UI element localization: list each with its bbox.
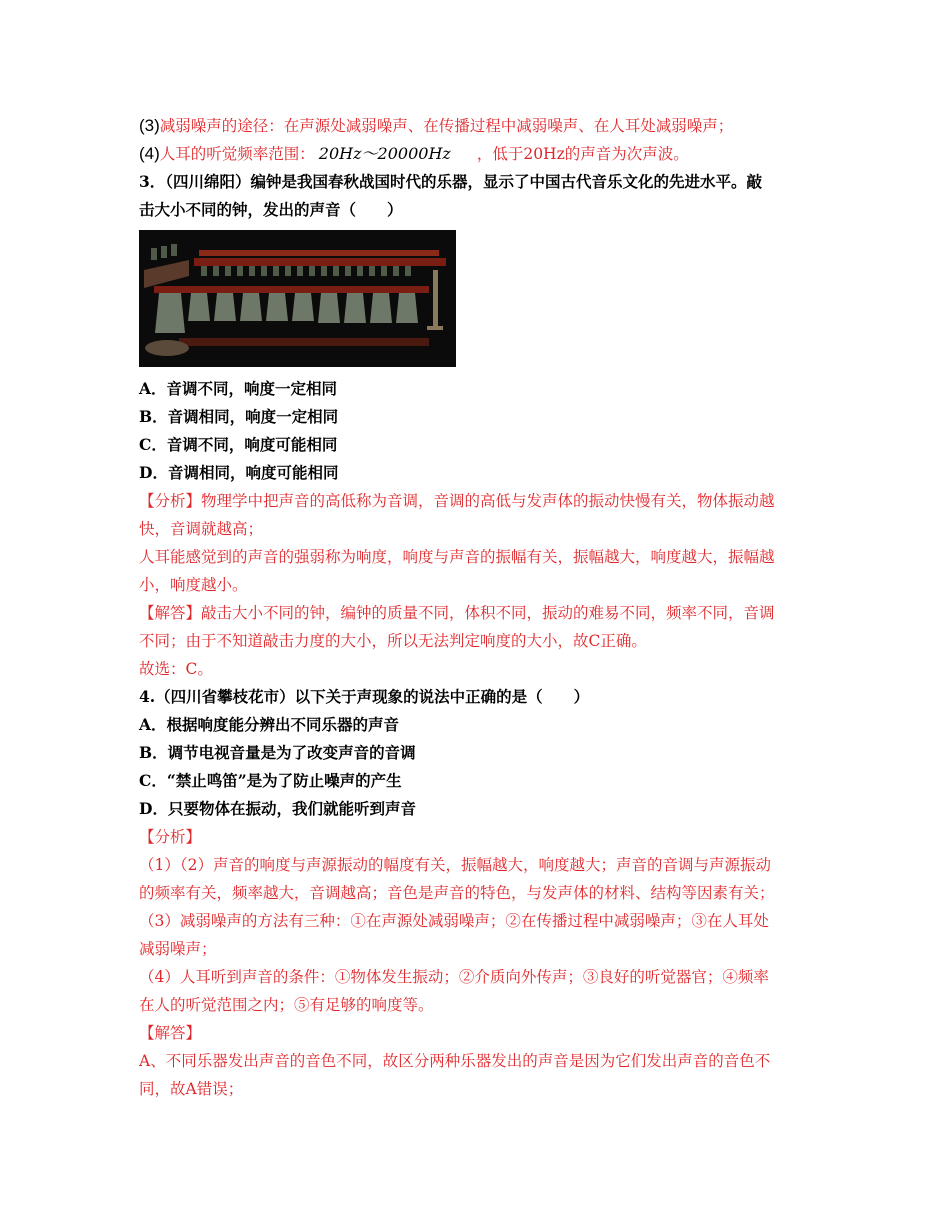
q4-analysis-line4: 减弱噪声； bbox=[139, 940, 217, 958]
q3-answer-line1: 【解答】敲击大小不同的钟，编钟的质量不同，体积不同，振动的难易不同，频率不同，音调 bbox=[139, 604, 775, 622]
q4-answer-line2: 同，故A错误； bbox=[139, 1080, 244, 1098]
q4-analysis-line6: 在人的听觉范围之内；⑤有足够的响度等。 bbox=[139, 996, 434, 1014]
q4-analysis-line2: 的频率有关，频率越大，音调越高；音色是声音的特色，与发声体的材料、结构等因素有关； bbox=[139, 884, 775, 902]
q4-option-d: D．只要物体在振动，我们就能听到声音 bbox=[139, 799, 416, 818]
q3-option-b: B．音调相同，响度一定相同 bbox=[139, 407, 339, 426]
hearing-range-label: 人耳的听觉频率范围： bbox=[159, 145, 315, 163]
q4-option-b: B．调节电视音量是为了改变声音的音调 bbox=[139, 743, 416, 762]
bianzhong-bells-image bbox=[139, 230, 456, 367]
q3-analysis-line3: 人耳能感觉到的声音的强弱称为响度，响度与声音的振幅有关，振幅越大，响度越大，振幅越 bbox=[139, 548, 775, 566]
noise-reduction-line bbox=[139, 112, 811, 140]
q3-option-d: D．音调相同，响度可能相同 bbox=[139, 463, 339, 482]
item-number: (3) bbox=[139, 116, 160, 135]
q3-stem-line2: 击大小不同的钟，发出的声音（ ） bbox=[139, 200, 403, 219]
q3-analysis-line4: 小，响度越小。 bbox=[139, 576, 248, 594]
q4-analysis-line1: （1）（2）声音的响度与声源振动的幅度有关，振幅越大，响度越大；声音的音调与声源振动 bbox=[139, 856, 771, 874]
q3-stem-line1: 3．（四川绵阳）编钟是我国春秋战国时代的乐器，显示了中国古代音乐文化的先进水平。敲 bbox=[139, 172, 763, 191]
hearing-range-line bbox=[139, 140, 811, 168]
q4-option-a: A．根据响度能分辨出不同乐器的声音 bbox=[139, 715, 400, 734]
q3-analysis-line2: 快，音调就越高； bbox=[139, 520, 264, 538]
q3-analysis-line1: 【分析】物理学中把声音的高低称为音调，音调的高低与发声体的振动快慢有关，物体振动越 bbox=[139, 492, 775, 510]
q4-analysis-line3: （3）减弱噪声的方法有三种：①在声源处减弱噪声；②在传播过程中减弱噪声；③在人耳处 bbox=[139, 912, 769, 930]
item-number: (4) bbox=[139, 144, 160, 163]
q4-answer-title: 【解答】 bbox=[139, 1024, 202, 1042]
infrasound-text: ，低于20Hz的声音为次声波。 bbox=[476, 145, 689, 163]
q3-option-c: C．音调不同，响度可能相同 bbox=[139, 435, 338, 454]
noise-reduction-text: 减弱噪声的途径：在声源处减弱噪声、在传播过程中减弱噪声、在人耳处减弱噪声； bbox=[159, 117, 734, 135]
frequency-formula: 20Hz～20000Hz bbox=[318, 144, 451, 163]
q3-choice: 故选：C。 bbox=[139, 660, 213, 678]
q4-option-c: C．“禁止鸣笛”是为了防止噪声的产生 bbox=[139, 771, 402, 790]
q4-stem: 4.（四川省攀枝花市）以下关于声现象的说法中正确的是（ ） bbox=[139, 687, 590, 706]
q3-option-a: A．音调不同，响度一定相同 bbox=[139, 379, 338, 398]
q4-analysis-title: 【分析】 bbox=[139, 828, 202, 846]
q4-analysis-line5: （4）人耳听到声音的条件：①物体发生振动；②介质向外传声；③良好的听觉器官；④频率 bbox=[139, 968, 769, 986]
q3-answer-line2: 不同；由于不知道敲击力度的大小，所以无法判定响度的大小，故C正确。 bbox=[139, 632, 647, 650]
q4-answer-line1: A、不同乐器发出声音的音色不同，故区分两种乐器发出的声音是因为它们发出声音的音色不 bbox=[139, 1052, 771, 1070]
page-content bbox=[139, 112, 811, 1103]
